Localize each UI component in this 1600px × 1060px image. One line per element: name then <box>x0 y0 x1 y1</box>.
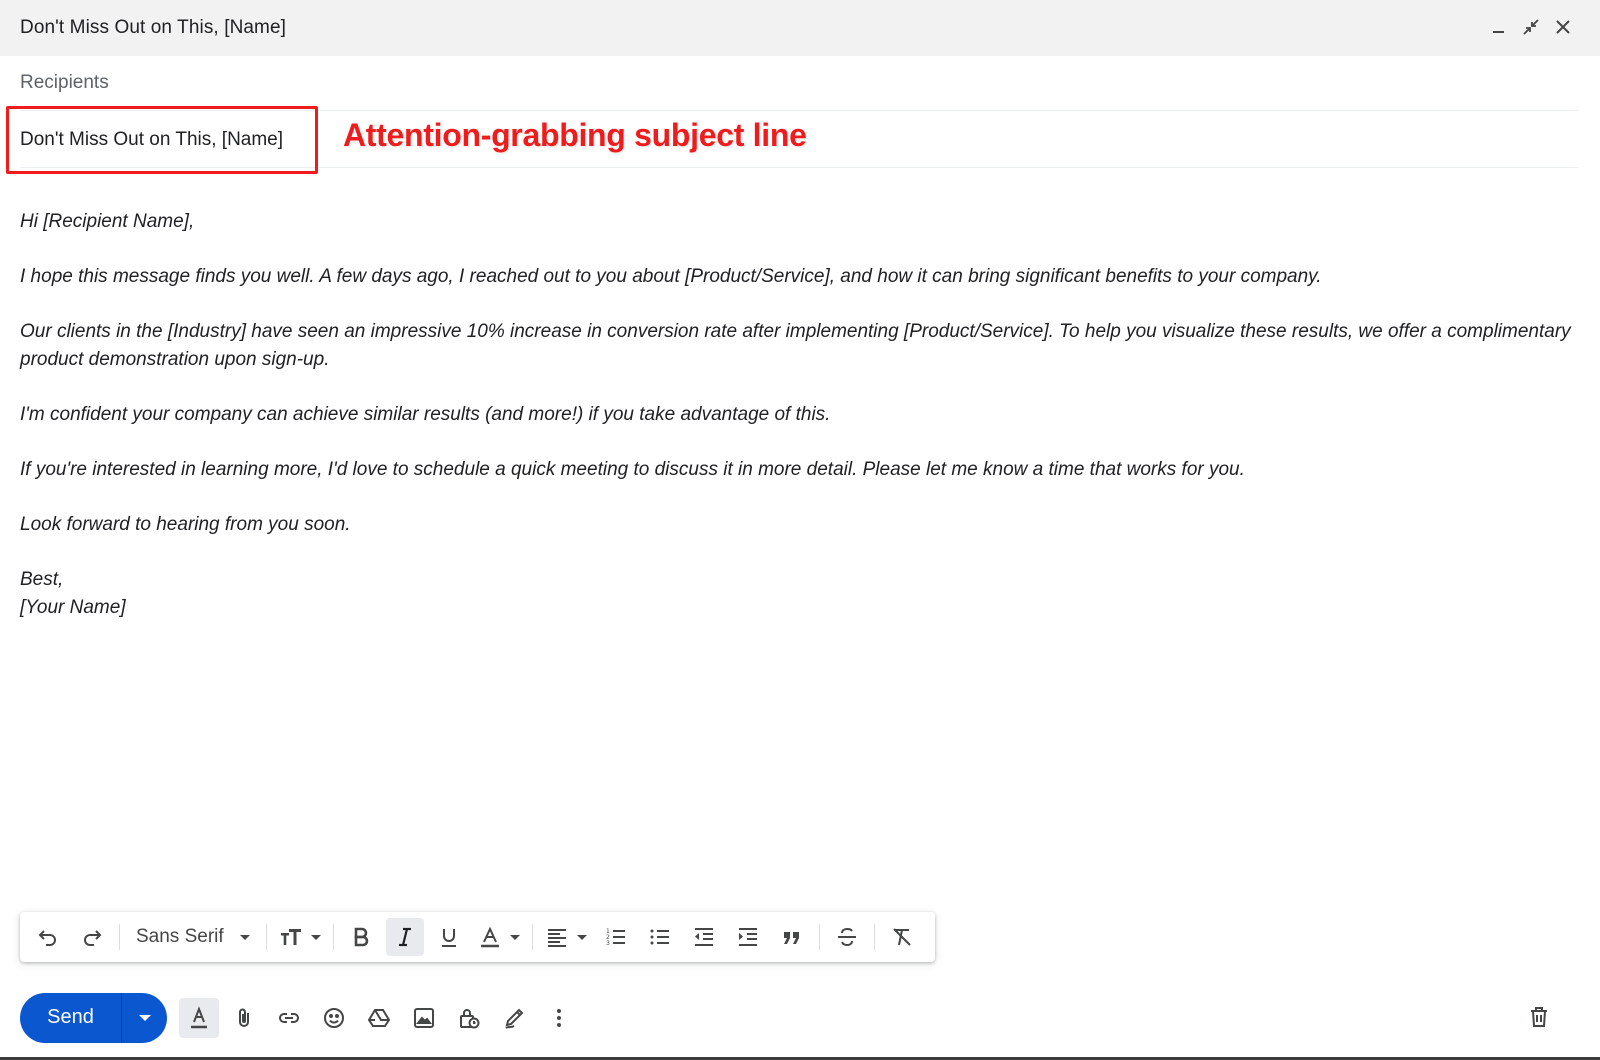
send-button[interactable]: Send <box>47 1006 94 1028</box>
attach-icon[interactable] <box>224 998 264 1038</box>
message-body[interactable] <box>20 208 1580 622</box>
remove-formatting-icon[interactable] <box>883 918 921 956</box>
indent-more-icon[interactable] <box>729 918 767 956</box>
undo-icon[interactable] <box>29 918 67 956</box>
indent-less-icon[interactable] <box>685 918 723 956</box>
send-options-button[interactable] <box>121 993 167 1043</box>
numbered-list-icon[interactable] <box>597 918 635 956</box>
redo-icon[interactable] <box>73 918 111 956</box>
compose-title: Don't Miss Out on This, [Name] <box>20 17 287 38</box>
toolbar-divider <box>333 924 334 950</box>
chevron-down-icon <box>139 1015 151 1021</box>
bulleted-list-icon[interactable] <box>641 918 679 956</box>
bold-icon[interactable] <box>342 918 380 956</box>
body-paragraph-3: I'm confident your company can achieve similar results (and more!) if you take advantage of this. <box>20 404 831 425</box>
compose-action-bar <box>0 975 1600 1060</box>
exit-fullscreen-icon[interactable] <box>1520 16 1542 38</box>
minimize-icon[interactable] <box>1488 16 1510 38</box>
font-size-icon[interactable] <box>275 918 325 956</box>
subject-highlight-box <box>6 106 318 174</box>
body-paragraph-4: If you're interested in learning more, I'd love to schedule a quick meeting to discuss it in more detail. Please let me know a time that works for you. <box>20 459 1245 480</box>
trash-icon[interactable] <box>1519 997 1559 1037</box>
compose-actions <box>179 998 584 1038</box>
more-options-icon[interactable] <box>539 998 579 1038</box>
chevron-down-icon <box>240 935 250 940</box>
chevron-down-icon <box>510 935 520 940</box>
strikethrough-icon[interactable] <box>828 918 866 956</box>
body-paragraph-1: I hope this message finds you well. A few days ago, I reached out to you about [Product/Service], and how it can bring significant benefits to your company. <box>20 266 1322 287</box>
recipients-field[interactable] <box>20 56 1578 111</box>
font-family-value: Sans Serif <box>136 926 224 947</box>
confidential-mode-icon[interactable] <box>449 998 489 1038</box>
signature-icon[interactable] <box>494 998 534 1038</box>
compose-title-bar <box>0 0 1600 56</box>
svg-text:3: 3 <box>605 940 610 947</box>
formatting-toolbar <box>20 912 935 962</box>
chevron-down-icon <box>577 935 587 940</box>
send-button-group <box>20 993 167 1043</box>
link-icon[interactable] <box>269 998 309 1038</box>
body-paragraph-5: Look forward to hearing from you soon. <box>20 514 351 535</box>
emoji-icon[interactable] <box>314 998 354 1038</box>
toolbar-divider <box>874 924 875 950</box>
subject-annotation: Attention-grabbing subject line <box>343 117 807 153</box>
subject-value: Don't Miss Out on This, [Name] <box>20 128 284 150</box>
window-controls <box>1488 16 1574 38</box>
formatting-options-icon[interactable] <box>179 998 219 1038</box>
toolbar-divider <box>532 924 533 950</box>
close-icon[interactable] <box>1552 16 1574 38</box>
toolbar-divider <box>266 924 267 950</box>
toolbar-divider <box>119 924 120 950</box>
font-family-select[interactable] <box>128 918 258 956</box>
body-signoff: Best, <box>20 569 64 590</box>
underline-icon[interactable] <box>430 918 468 956</box>
recipients-placeholder: Recipients <box>20 72 109 93</box>
text-color-icon[interactable] <box>474 918 524 956</box>
quote-icon[interactable] <box>773 918 811 956</box>
body-paragraph-2: Our clients in the [Industry] have seen an impressive 10% increase in conversion rate after implementing [Product/Service]. To help you visualize these results, we offer a complimentary product demonstration upon sign-up. <box>20 321 1571 370</box>
body-greeting: Hi [Recipient Name], <box>20 211 195 232</box>
svg-text:2: 2 <box>605 934 610 941</box>
italic-icon[interactable] <box>386 918 424 956</box>
toolbar-divider <box>819 924 820 950</box>
svg-text:1: 1 <box>605 928 610 935</box>
align-icon[interactable] <box>541 918 591 956</box>
chevron-down-icon <box>311 935 321 940</box>
photo-icon[interactable] <box>404 998 444 1038</box>
drive-icon[interactable] <box>359 998 399 1038</box>
body-signature: [Your Name] <box>20 597 126 618</box>
